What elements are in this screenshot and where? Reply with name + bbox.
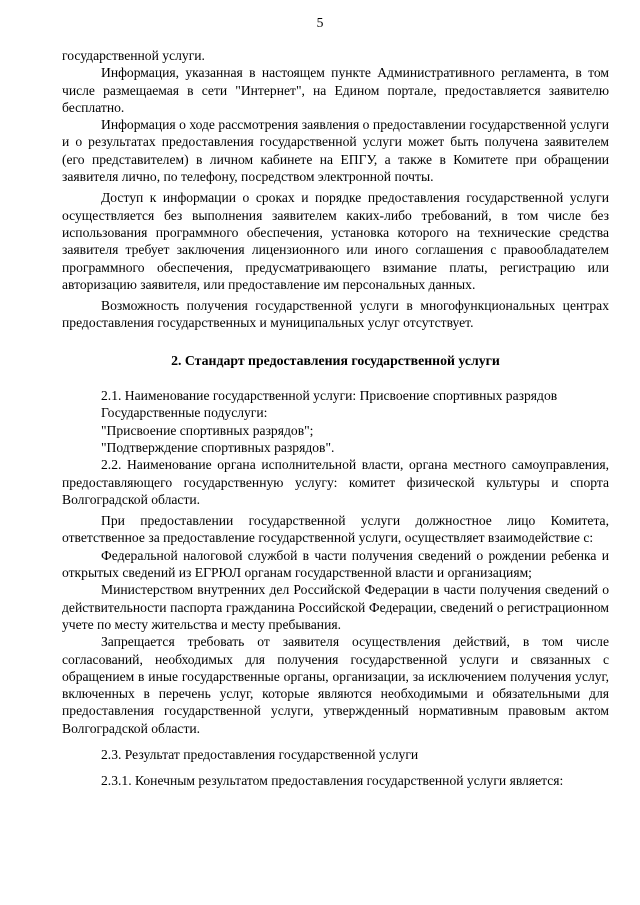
paragraph-prohibition: Запрещается требовать от заявителя осуществления действий, в том числе согласований, необходимых для получения государственной услуги и связанных с обращением в иные государственные органы, организации, за исключением получения услуг, включенных в перечень услуг, которые являются необходимыми и обязательными для предоставления государственной услуги, утвержденный нормативным правовым актом Волгоградской области. xyxy=(62,634,609,736)
section-line-service-name: 2.1. Наименование государственной услуги: Присвоение спортивных разрядов xyxy=(101,388,558,404)
section-line-subservices: Государственные подуслуги: xyxy=(101,405,268,421)
section-line-subservice-1: "Присвоение спортивных разрядов"; xyxy=(101,422,314,438)
subsection-result: 2.3. Результат предоставления государственной услуги xyxy=(101,746,419,762)
paragraph-interior-ministry: Министерством внутренних дел Российской Федерации в части получения сведений о действительности паспорта гражданина Российской Федерации, сведений о регистрационном учете по месту жительства и месту пребывания. xyxy=(62,582,609,632)
paragraph-info-progress: Информация о ходе рассмотрения заявления о предоставлении государственной услуги и о результатах предоставления государственной услуги может быть получена заявителем (его представителем) в личном кабинете на ЕПГУ, а также в Комитете при обращении заявителя лично, по телефону, посредством электронной почты. xyxy=(62,117,609,185)
paragraph-info-free: Информация, указанная в настоящем пункте Административного регламента, в том числе размещаемая в сети "Интернет", на Едином портале, предоставляется заявителю бесплатно. xyxy=(62,65,609,115)
paragraph-final-result: 2.3.1. Конечным результатом предоставления государственной услуги является: xyxy=(101,773,564,789)
paragraph-tax-service: Федеральной налоговой службой в части получения сведений о рождении ребенка и открытых сведений из ЕГРЮЛ органам государственной власти и организациям; xyxy=(62,547,609,581)
paragraph-interaction: При предоставлении государственной услуги должностное лицо Комитета, ответственное за предоставление государственной услуги, осуществляет взаимодействие с: xyxy=(62,513,609,546)
document-body xyxy=(62,47,609,790)
page-number: 5 xyxy=(316,15,324,30)
paragraph-mfc: Возможность получения государственной услуги в многофункциональных центрах предоставления государственных и муниципальных услуг отсутствует. xyxy=(62,298,609,331)
paragraph-continuation: государственной услуги. xyxy=(62,48,205,63)
paragraph-authority: 2.2. Наименование органа исполнительной власти, органа местного самоуправления, предоставляющего государственную услугу: комитет физической культуры и спорта Волгоградской области. xyxy=(62,457,609,507)
section-line-subservice-2: "Подтверждение спортивных разрядов". xyxy=(101,439,335,455)
paragraph-access-info: Доступ к информации о сроках и порядке предоставления государственной услуги осуществляется без выполнения заявителем каких-либо требований, в том числе без использования программного обеспечения, установка которого на технические средства заявителя требует заключения лицензионного или иного соглашения с правообладателем программного обеспечения, предусматривающего взимание платы, регистрацию или авторизацию заявителя, или предоставление им персональных данных. xyxy=(62,190,609,292)
section-heading: 2. Стандарт предоставления государственной услуги xyxy=(171,352,500,368)
